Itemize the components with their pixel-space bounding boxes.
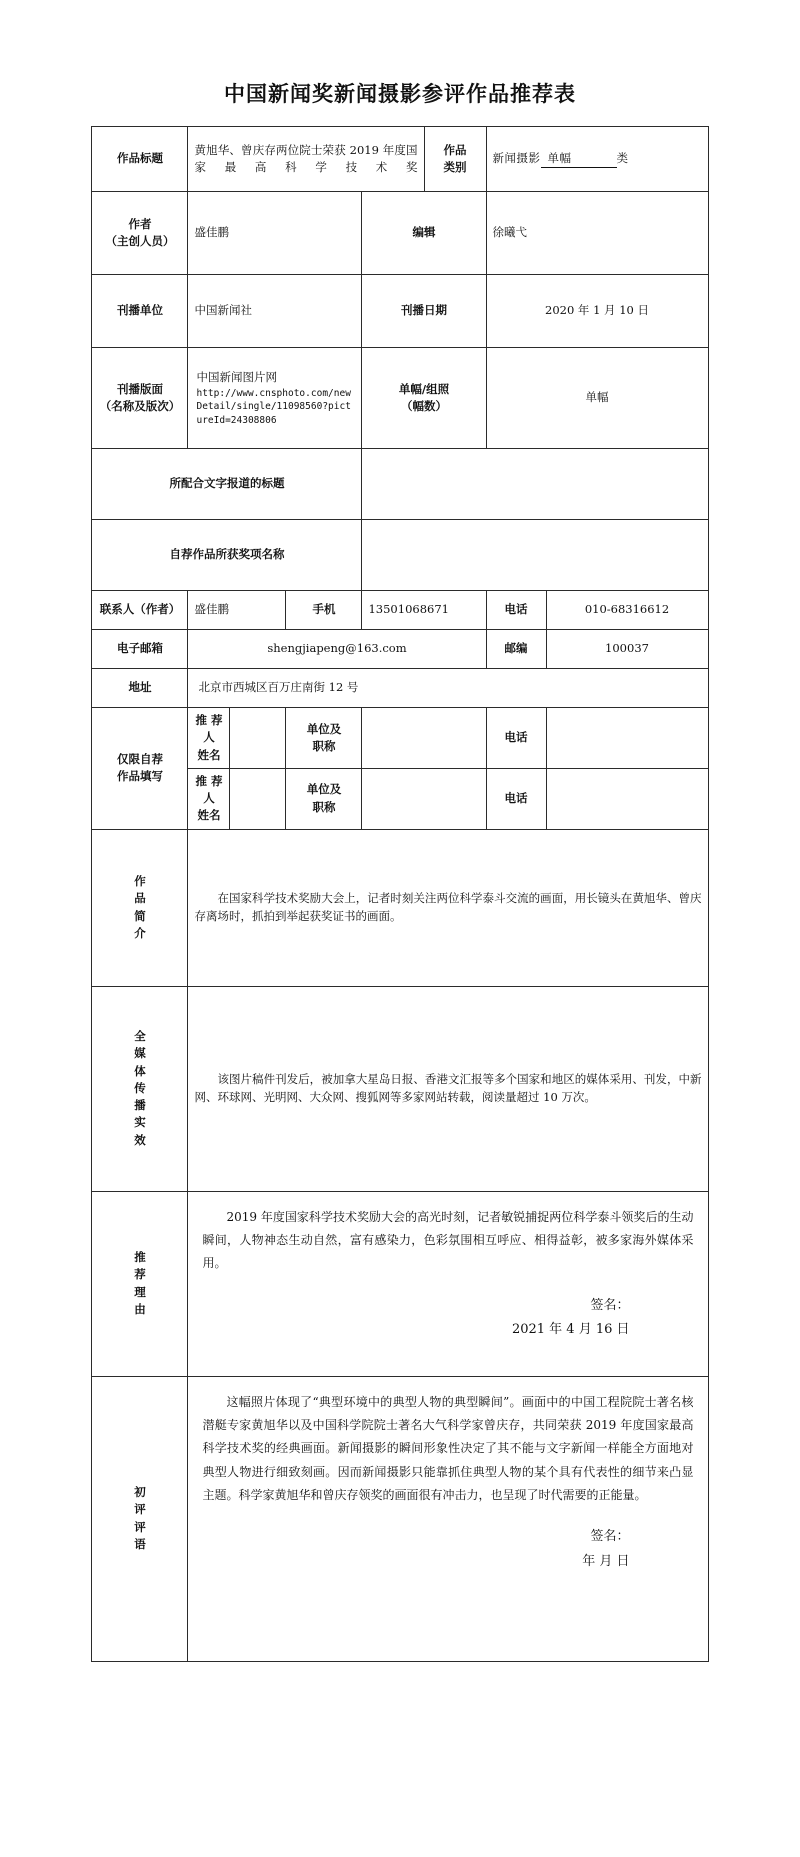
- publish-date-value[interactable]: 2020 年 1 月 10 日: [486, 275, 708, 348]
- contact-value[interactable]: 盛佳鹏: [188, 591, 286, 630]
- row-address: [92, 669, 708, 708]
- recommender-name-label-2-line2: 姓名: [197, 808, 221, 823]
- recommend-reason-signature-date[interactable]: 2021 年 4 月 16 日: [511, 1322, 630, 1338]
- single-group-label-line1: 单幅/组照: [398, 381, 450, 396]
- recommend-reason-label-char-2: 理: [134, 1284, 146, 1299]
- row-brief: [92, 829, 708, 986]
- media-effect-label-char-6: 效: [134, 1132, 146, 1147]
- work-title-value[interactable]: 黄旭华、曾庆存两位院士荣获 2019 年度国家最高科学技术奖: [188, 127, 424, 192]
- author-label-line2: （主创人员）: [105, 234, 175, 248]
- media-effect-label-char-4: 播: [134, 1098, 146, 1113]
- row-recommender-1: [92, 708, 708, 769]
- first-review-signature-date[interactable]: 年 月 日: [582, 1554, 630, 1570]
- publish-layout-label: [92, 348, 188, 449]
- unit-title-label-2: [286, 768, 362, 829]
- mobile-label: 手机: [286, 591, 362, 630]
- category-prefix: 新闻摄影: [492, 150, 541, 165]
- first-review-label-char-0: 初: [134, 1485, 146, 1499]
- author-label: [92, 192, 188, 275]
- brief-label-char-2: 简: [134, 908, 146, 923]
- publish-layout-value[interactable]: [188, 348, 362, 449]
- recommender-name-label-2-line1: 推 荐 人: [195, 773, 223, 805]
- contact-label: 联系人（作者）: [92, 591, 188, 630]
- rec-tel-value-2[interactable]: [546, 768, 708, 829]
- rec-tel-label-1: 电话: [486, 708, 546, 769]
- media-effect-label-char-5: 实: [134, 1115, 146, 1130]
- recommend-reason-cell: [188, 1191, 708, 1376]
- unit-title-label-2-line2: 职称: [312, 799, 336, 814]
- zip-value[interactable]: 100037: [546, 630, 708, 669]
- email-value[interactable]: shengjiapeng@163.com: [188, 630, 486, 669]
- accompanying-title-value[interactable]: [362, 449, 708, 520]
- recommender-name-label-1-line1: 推 荐 人: [195, 713, 223, 745]
- media-effect-label-char-0: 全: [134, 1029, 146, 1044]
- editor-label: 编辑: [362, 192, 486, 275]
- first-review-label-char-3: 语: [134, 1536, 146, 1551]
- category-suffix: 类: [616, 150, 629, 165]
- page-title: 中国新闻奖新闻摄影参评作品推荐表: [224, 81, 576, 106]
- self-rec-only-label-line1: 仅限自荐: [116, 752, 163, 766]
- unit-title-value-2[interactable]: [362, 768, 486, 829]
- email-label: 电子邮箱: [92, 630, 188, 669]
- brief-text[interactable]: 在国家科学技术奖励大会上，记者时刻关注两位科学泰斗交流的画面，用长镜头在黄旭华、曾庆存离场时，抓拍到举起获奖证书的画面。: [188, 829, 708, 986]
- row-work-title: [92, 127, 708, 192]
- publish-layout-url[interactable]: http://www.cnsphoto.com/newDetail/single/11098560?pictureId=24308806: [196, 387, 351, 427]
- recommender-name-label-2: [188, 768, 230, 829]
- zip-label: 邮编: [486, 630, 546, 669]
- category-value[interactable]: 单幅: [541, 150, 579, 168]
- single-group-value[interactable]: 单幅: [486, 348, 708, 449]
- address-value[interactable]: 北京市西城区百万庄南街 12 号: [188, 669, 708, 708]
- publish-layout-site: 中国新闻图片网: [196, 370, 277, 385]
- recommend-reason-signature: [188, 1294, 707, 1343]
- first-review-label-char-1: 评: [134, 1502, 146, 1517]
- brief-label-char-3: 介: [134, 925, 146, 940]
- tel-label: 电话: [486, 591, 546, 630]
- unit-title-label-2-line1: 单位及: [306, 782, 342, 797]
- single-group-label: [362, 348, 486, 449]
- media-effect-label-char-3: 传: [134, 1080, 146, 1095]
- recommender-name-label-1-line2: 姓名: [197, 747, 221, 762]
- recommend-reason-label-char-3: 由: [134, 1301, 146, 1316]
- first-review-signature-label[interactable]: 签名：: [590, 1529, 630, 1545]
- row-email: [92, 630, 708, 669]
- category-label-line2: 类别: [443, 160, 467, 174]
- media-effect-label-char-1: 媒: [134, 1046, 146, 1061]
- unit-title-label-1-line2: 职称: [312, 738, 336, 753]
- first-review-label-char-2: 评: [134, 1519, 146, 1534]
- unit-title-value-1[interactable]: [362, 708, 486, 769]
- self-rec-only-label-line2: 作品填写: [116, 769, 163, 784]
- recommender-name-value-2[interactable]: [230, 768, 286, 829]
- row-author: [92, 192, 708, 275]
- row-recommend-reason: [92, 1191, 708, 1376]
- first-review-label: [92, 1376, 188, 1661]
- row-publish-unit: [92, 275, 708, 348]
- publish-layout-label-line1: 刊播版面: [116, 381, 163, 396]
- row-media-effect: [92, 986, 708, 1191]
- recommend-reason-label-char-0: 推: [134, 1250, 146, 1264]
- unit-title-label-1-line1: 单位及: [306, 721, 342, 736]
- rec-tel-label-2: 电话: [486, 768, 546, 829]
- publish-date-label: 刊播日期: [362, 275, 486, 348]
- row-first-review: [92, 1376, 708, 1661]
- recommendation-form-table: [91, 126, 708, 1662]
- brief-label-char-1: 品: [134, 891, 146, 906]
- brief-label: [92, 829, 188, 986]
- row-contact: [92, 591, 708, 630]
- self-award-label: 自荐作品所获奖项名称: [92, 520, 362, 591]
- media-effect-text[interactable]: 该图片稿件刊发后，被加拿大星岛日报、香港文汇报等多个国家和地区的媒体采用、刊发，中新网、环球网、光明网、大众网、搜狐网等多家网站转载，阅读量超过 10 万次。: [188, 986, 708, 1191]
- self-award-value[interactable]: [362, 520, 708, 591]
- address-label: 地址: [92, 669, 188, 708]
- self-rec-only-label: [92, 708, 188, 830]
- publish-layout-label-line2: （名称及版次）: [99, 399, 181, 413]
- single-group-label-line2: （幅数）: [400, 399, 447, 413]
- recommender-name-value-1[interactable]: [230, 708, 286, 769]
- recommend-reason-signature-label[interactable]: 签名：: [590, 1297, 630, 1313]
- accompanying-title-label: 所配合文字报道的标题: [92, 449, 362, 520]
- media-effect-label: [92, 986, 188, 1191]
- recommend-reason-text[interactable]: 2019 年度国家科学技术奖励大会的高光时刻，记者敏锐捕捉两位科学泰斗领奖后的生动瞬间，人物神态生动自然，富有感染力，色彩氛围相互呼应、相得益彰，被多家海外媒体采用。: [202, 1209, 694, 1271]
- editor-value[interactable]: 徐曦弋: [486, 192, 708, 275]
- work-title-label: 作品标题: [92, 127, 188, 192]
- row-publish-layout: [92, 348, 708, 449]
- category-label-line1: 作品: [443, 142, 467, 157]
- recommend-reason-label-char-1: 荐: [134, 1267, 146, 1282]
- category-label: [424, 127, 486, 192]
- category-blank[interactable]: [579, 150, 617, 168]
- media-effect-label-char-2: 体: [134, 1063, 146, 1078]
- recommender-name-label-1: [188, 708, 230, 769]
- publish-unit-label: 刊播单位: [92, 275, 188, 348]
- brief-label-char-0: 作: [134, 874, 146, 888]
- author-value[interactable]: 盛佳鹏: [188, 192, 362, 275]
- tel-value[interactable]: 010-68316612: [546, 591, 708, 630]
- category-value-cell[interactable]: [486, 127, 708, 192]
- unit-title-label-1: [286, 708, 362, 769]
- first-review-text[interactable]: 这幅照片体现了“典型环境中的典型人物的典型瞬间”。画面中的中国工程院院士著名核潜艇专家黄旭华以及中国科学院院士著名大气科学家曾庆存，共同荣获 2019 年度国家最高科学技术奖的经典画面。新闻摄影的瞬间形象性决定了其不能与文字新闻一样能全方面地对典型人物进行细致刻画。因而新闻摄影只能靠抓住典型人物的某个具有代表性的细节来凸显主题。科学家黄旭华和曾庆存领奖的画面很有冲击力，也呈现了时代需要的正能量。: [202, 1394, 694, 1503]
- row-accompanying-title: [92, 449, 708, 520]
- recommend-reason-label: [92, 1191, 188, 1376]
- mobile-value[interactable]: 13501068671: [362, 591, 486, 630]
- publish-unit-value[interactable]: 中国新闻社: [188, 275, 362, 348]
- author-label-line1: 作者: [128, 216, 152, 231]
- first-review-cell: [188, 1376, 708, 1661]
- rec-tel-value-1[interactable]: [546, 708, 708, 769]
- first-review-signature: [188, 1525, 707, 1574]
- row-self-award: [92, 520, 708, 591]
